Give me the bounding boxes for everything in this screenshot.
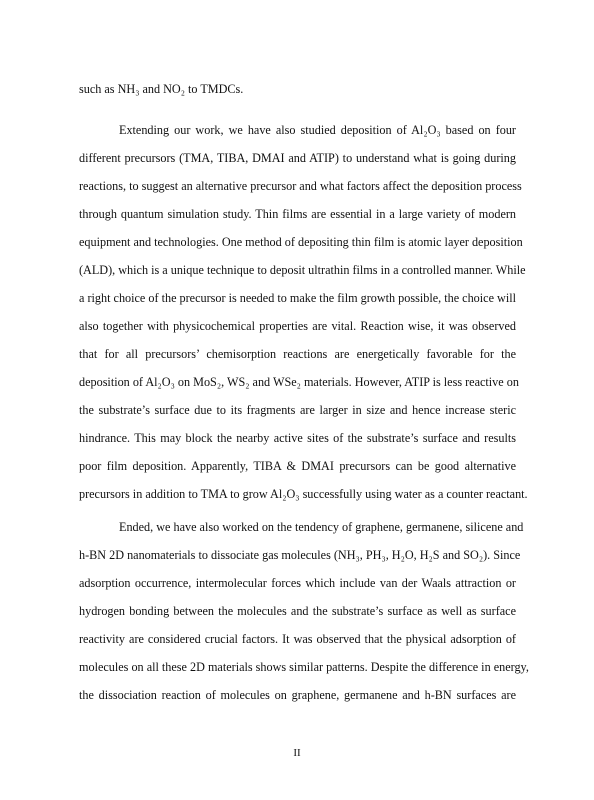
text-line: Ended, we have also worked on the tendency of graphene, germanene, silicene and	[119, 520, 524, 534]
text-line: reactivity are considered crucial factors. It was observed that the physical adsorption of	[79, 632, 516, 646]
text-line: through quantum simulation study. Thin films are essential in a large variety of modern	[79, 207, 516, 221]
text-line: Extending our work, we have also studied deposition of Al₂O₃ based on four	[119, 123, 516, 137]
text-line: such as NH₃ and NO₂ to TMDCs.	[79, 82, 244, 96]
text-line: reactions, to suggest an alternative precursor and what factors affect the deposition process	[79, 179, 522, 193]
text-line: that for all precursors’ chemisorption reactions are energetically favorable for the	[79, 347, 516, 361]
text-line: also together with physicochemical properties are vital. Reaction wise, it was observed	[79, 319, 516, 333]
text-line: precursors in addition to TMA to grow Al₂O₃ successfully using water as a counter reactant.	[79, 487, 528, 501]
text-line: (ALD), which is a unique technique to deposit ultrathin films in a controlled manner. While	[79, 263, 526, 277]
text-line: poor film deposition. Apparently, TIBA & DMAI precursors can be good alternative	[79, 459, 516, 473]
text-line: equipment and technologies. One method of depositing thin film is atomic layer deposition	[79, 235, 523, 249]
text-line: hydrogen bonding between the molecules and the substrate’s surface as well as surface	[79, 604, 516, 618]
text-line: the dissociation reaction of molecules on graphene, germanene and h-BN surfaces are	[79, 688, 516, 702]
text-line: molecules on all these 2D materials shows similar patterns. Despite the difference in energy,	[79, 660, 529, 674]
page-number: II	[293, 747, 301, 759]
text-line: a right choice of the precursor is needed to make the film growth possible, the choice will	[79, 291, 516, 305]
text-line: adsorption occurrence, intermolecular forces which include van der Waals attraction or	[79, 576, 516, 590]
text-line: h-BN 2D nanomaterials to dissociate gas molecules (NH₃, PH₃, H₂O, H₂S and SO₂). Since	[79, 548, 521, 562]
text-line: hindrance. This may block the nearby active sites of the substrate’s surface and results	[79, 431, 516, 445]
text-line: deposition of Al₂O₃ on MoS₂, WS₂ and WSe₂ materials. However, ATIP is less reactive on	[79, 375, 519, 389]
text-line: the substrate’s surface due to its fragments are larger in size and hence increase steric	[79, 403, 516, 417]
text-line: different precursors (TMA, TIBA, DMAI and ATIP) to understand what is going during	[79, 151, 516, 165]
